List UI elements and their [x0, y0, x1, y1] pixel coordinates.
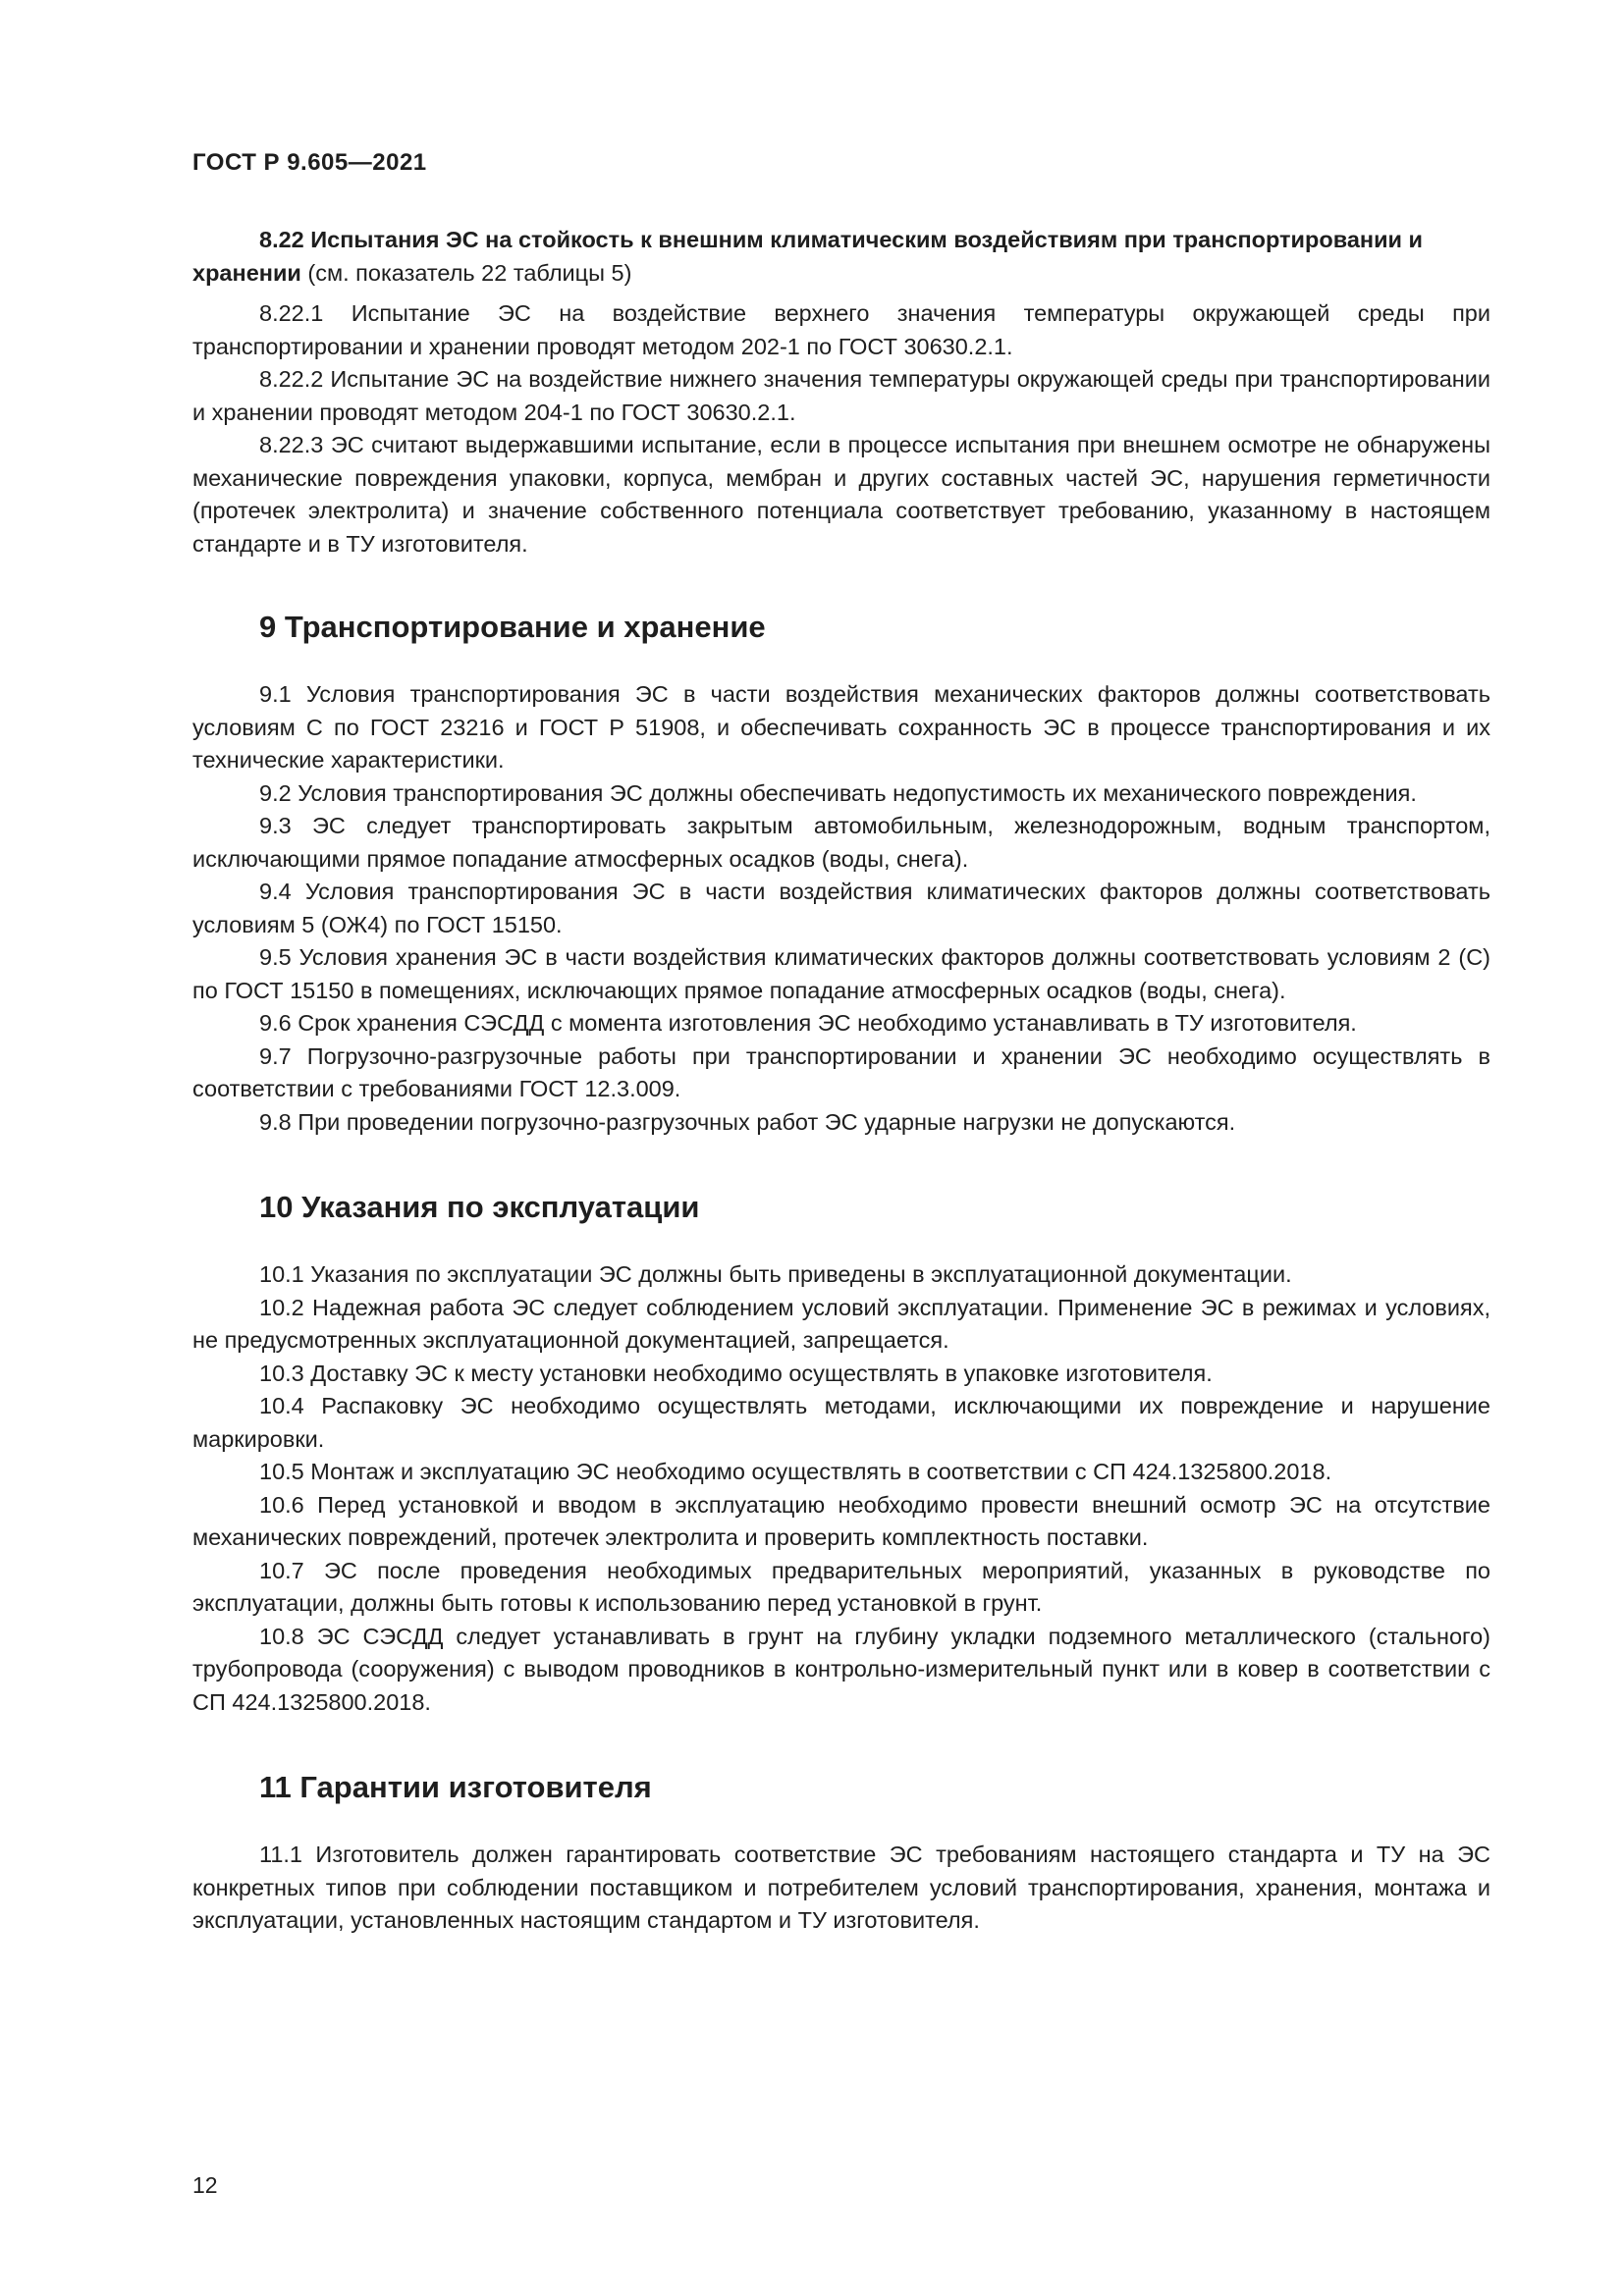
paragraph-9-5: 9.5 Условия хранения ЭС в части воздействия климатических факторов должны соответствовать условиям 2 (С) по ГОСТ 15150 в помещениях, исключающих прямое попадание атмосферных осадков (воды, снега).: [192, 944, 1490, 1003]
page-number: 12: [192, 2172, 218, 2198]
section-10-heading: 10 Указания по эксплуатации: [259, 1190, 700, 1224]
paragraph-9-4: 9.4 Условия транспортирования ЭС в части воздействия климатических факторов должны соответствовать условиям 5 (ОЖ4) по ГОСТ 15150.: [192, 879, 1490, 937]
paragraph-10-7: 10.7 ЭС после проведения необходимых предварительных мероприятий, указанных в руководстве по эксплуатации, должны быть готовы к использованию перед установкой в грунт.: [192, 1557, 1490, 1616]
paragraph-9-8: 9.8 При проведении погрузочно-разгрузочных работ ЭС ударные нагрузки не допускаются.: [259, 1108, 1236, 1135]
paragraph-8-22-2: 8.22.2 Испытание ЭС на воздействие нижнего значения температуры окружающей среды при транспортировании и хранении проводят методом 204-1 по ГОСТ 30630.2.1.: [192, 366, 1490, 425]
paragraph-9-2: 9.2 Условия транспортирования ЭС должны обеспечивать недопустимость их механического повреждения.: [259, 779, 1417, 806]
paragraph-10-5: 10.5 Монтаж и эксплуатацию ЭС необходимо осуществлять в соответствии с СП 424.1325800.2018.: [259, 1459, 1332, 1484]
paragraph-10-1: 10.1 Указания по эксплуатации ЭС должны быть приведены в эксплуатационной документации.: [259, 1261, 1292, 1287]
paragraph-10-2: 10.2 Надежная работа ЭС следует соблюдением условий эксплуатации. Применение ЭС в режимах и условиях, не предусмотренных эксплуатационной документацией, запрещается.: [192, 1294, 1490, 1353]
subsection-title-note: (см. показатель 22 таблицы 5): [300, 259, 632, 286]
paragraph-8-22-1: 8.22.1 Испытание ЭС на воздействие верхнего значения температуры окружающей среды при транспортировании и хранении проводят методом 202-1 по ГОСТ 30630.2.1.: [192, 300, 1490, 359]
subsection-title-bold: 8.22 Испытания ЭС на стойкость к внешним климатическим воздействиям при транспортировании и хранении: [192, 227, 1423, 286]
paragraph-9-7: 9.7 Погрузочно-разгрузочные работы при транспортировании и хранении ЭС необходимо осуществлять в соответствии с требованиями ГОСТ 12.3.009.: [192, 1042, 1490, 1101]
paragraph-10-3: 10.3 Доставку ЭС к месту установки необходимо осуществлять в упаковке изготовителя.: [259, 1360, 1213, 1386]
section-9-heading: 9 Транспортирование и хранение: [259, 610, 766, 644]
paragraph-9-3: 9.3 ЭС следует транспортировать закрытым автомобильным, железнодорожным, водным транспортом, исключающими прямое попадание атмосферных осадков (воды, снега).: [192, 813, 1490, 872]
paragraph-9-1: 9.1 Условия транспортирования ЭС в части воздействия механических факторов должны соответствовать условиям С по ГОСТ 23216 и ГОСТ Р 51908, и обеспечивать сохранность ЭС в процессе транспортирования и их технические характеристики.: [192, 681, 1490, 773]
paragraph-10-6: 10.6 Перед установкой и вводом в эксплуатацию необходимо провести внешний осмотр ЭС на отсутствие механических повреждений, протечек электролита и проверить комплектность поставки.: [192, 1491, 1490, 1550]
paragraph-11-1: 11.1 Изготовитель должен гарантировать соответствие ЭС требованиям настоящего стандарта и ТУ на ЭС конкретных типов при соблюдении поставщиком и потребителем условий транспортирования, хранения, монтажа и эксплуатации, установленных настоящим стандартом и ТУ изготовителя.: [192, 1842, 1490, 1933]
document-code-header: ГОСТ Р 9.605—2021: [192, 149, 427, 176]
paragraph-8-22-3: 8.22.3 ЭС считают выдержавшими испытание, если в процессе испытания при внешнем осмотре не обнаружены механические повреждения упаковки, корпуса, мембран и других составных частей ЭС, нарушения герметичности (протечек электролита) и значение собственного потенциала соответствует требованию, указанному в настоящем стандарте и в ТУ изготовителя.: [192, 432, 1490, 557]
page-content: [192, 224, 1490, 1938]
paragraph-10-4: 10.4 Распаковку ЭС необходимо осуществлять методами, исключающими их повреждение и нарушение маркировки.: [192, 1393, 1490, 1452]
section-11-heading: 11 Гарантии изготовителя: [259, 1770, 652, 1804]
paragraph-10-8: 10.8 ЭС СЭСДД следует устанавливать в грунт на глубину укладки подземного металлического (стального) трубопровода (сооружения) с выводом проводников в контрольно-измерительный пункт или в ковер в соответствии с СП 424.1325800.2018.: [192, 1623, 1490, 1715]
subsection-8-22-title: [192, 224, 1490, 290]
paragraph-9-6: 9.6 Срок хранения СЭСДД с момента изготовления ЭС необходимо устанавливать в ТУ изготовителя.: [259, 1010, 1357, 1036]
